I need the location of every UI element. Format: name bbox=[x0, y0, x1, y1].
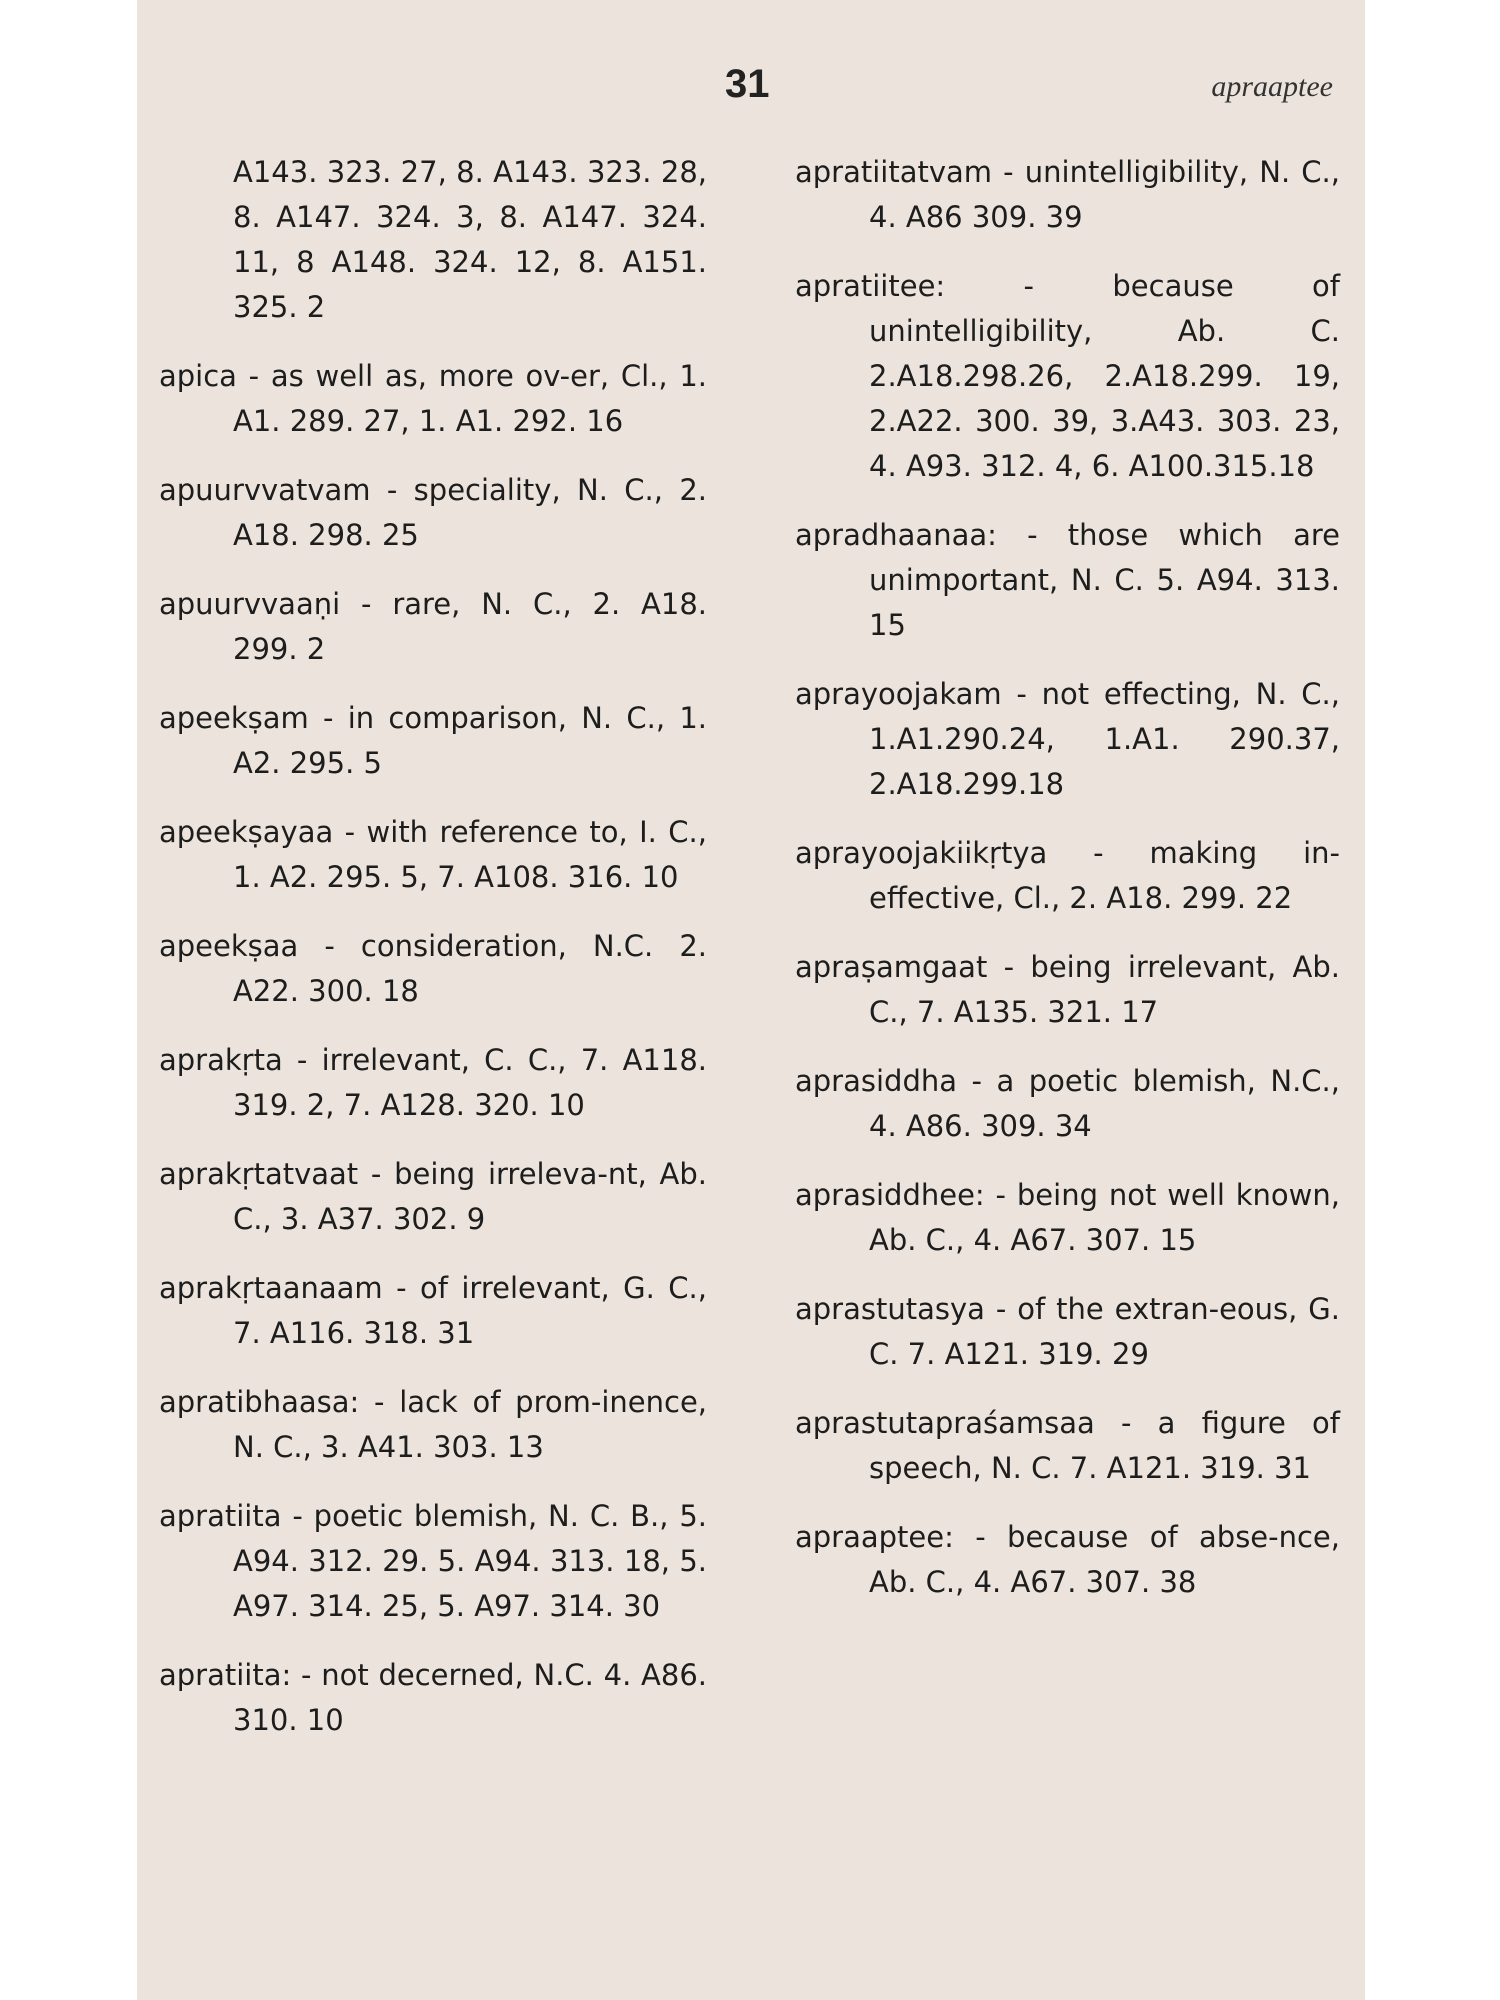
entry-apeeksaa: apeekṣaa - consideration, N.C. 2. A22. 300. 18 bbox=[159, 929, 707, 1008]
dictionary-page bbox=[137, 0, 1365, 2000]
entry-apica: apica - as well as, more ov-er, Cl., 1. A1. 289. 27, 1. A1. 292. 16 bbox=[159, 359, 707, 438]
left-column bbox=[159, 150, 707, 1767]
entry-aprakrtatvaat: aprakṛtatvaat - being irreleva-nt, Ab. C., 3. A37. 302. 9 bbox=[159, 1157, 707, 1236]
entry-apratibhaasa: apratibhaasa: - lack of prom-inence, N. C., 3. A41. 303. 13 bbox=[159, 1385, 707, 1464]
entry-aprakrtaanaam: aprakṛtaanaam - of irrelevant, G. C., 7. A116. 318. 31 bbox=[159, 1271, 707, 1350]
right-column bbox=[795, 150, 1340, 1629]
entry-apeeksayaa: apeekṣayaa - with reference to, I. C., 1. A2. 295. 5, 7. A108. 316. 10 bbox=[159, 815, 707, 894]
entry-aprasiddha: aprasiddha - a poetic blemish, N.C., 4. A86. 309. 34 bbox=[795, 1064, 1340, 1143]
entry-apratiita-not-decerned: apratiita: - not decerned, N.C. 4. A86. 310. 10 bbox=[159, 1658, 707, 1737]
entry-continued: A143. 323. 27, 8. A143. 323. 28, 8. A147. 324. 3, 8. A147. 324. 11, 8 A148. 324. 12, 8. A151. 325. 2 bbox=[233, 155, 707, 324]
entry-apradhaanaa: apradhaanaa: - those which are unimportant, N. C. 5. A94. 313. 15 bbox=[795, 518, 1340, 642]
running-head: apraaptee bbox=[1211, 70, 1333, 103]
entry-aprastutasya: aprastutasya - of the extran-eous, G. C. 7. A121. 319. 29 bbox=[795, 1292, 1340, 1371]
entry-aprayoojakam: aprayoojakam - not effecting, N. C., 1.A1.290.24, 1.A1. 290.37, 2.A18.299.18 bbox=[795, 677, 1340, 801]
entry-apuurvvatvam: apuurvvatvam - speciality, N. C., 2. A18. 298. 25 bbox=[159, 473, 707, 552]
entry-apeeksam: apeekṣam - in comparison, N. C., 1. A2. 295. 5 bbox=[159, 701, 707, 780]
entry-aprastutaprasamsaa: aprastutapraśamsaa - a figure of speech, N. C. 7. A121. 319. 31 bbox=[795, 1406, 1340, 1485]
entry-apraaptee: apraaptee: - because of abse-nce, Ab. C., 4. A67. 307. 38 bbox=[795, 1520, 1340, 1599]
entry-apratiita: apratiita - poetic blemish, N. C. B., 5. A94. 312. 29. 5. A94. 313. 18, 5. A97. 314. 25, 5. A97. 314. 30 bbox=[159, 1499, 707, 1623]
entry-aprasamgaat: apraṣamgaat - being irrelevant, Ab. C., 7. A135. 321. 17 bbox=[795, 950, 1340, 1029]
entry-apuurvvaani: apuurvvaaṇi - rare, N. C., 2. A18. 299. 2 bbox=[159, 587, 707, 666]
entry-aprakrta: aprakṛta - irrelevant, C. C., 7. A118. 319. 2, 7. A128. 320. 10 bbox=[159, 1043, 707, 1122]
entry-aprasiddhee: aprasiddhee: - being not well known, Ab. C., 4. A67. 307. 15 bbox=[795, 1178, 1340, 1257]
entry-aprayoojakiikrtya: aprayoojakiikṛtya - making in-effective, Cl., 2. A18. 299. 22 bbox=[795, 836, 1340, 915]
page-number: 31 bbox=[725, 62, 770, 106]
entry-apratiitatvam: apratiitatvam - unintelligibility, N. C., 4. A86 309. 39 bbox=[795, 155, 1340, 234]
entry-apratiitee: apratiitee: - because of unintelligibility, Ab. C. 2.A18.298.26, 2.A18.299. 19, 2.A22. 300. 39, 3.A43. 303. 23, 4. A93. 312. 4, 6. A100.315.18 bbox=[795, 269, 1340, 483]
